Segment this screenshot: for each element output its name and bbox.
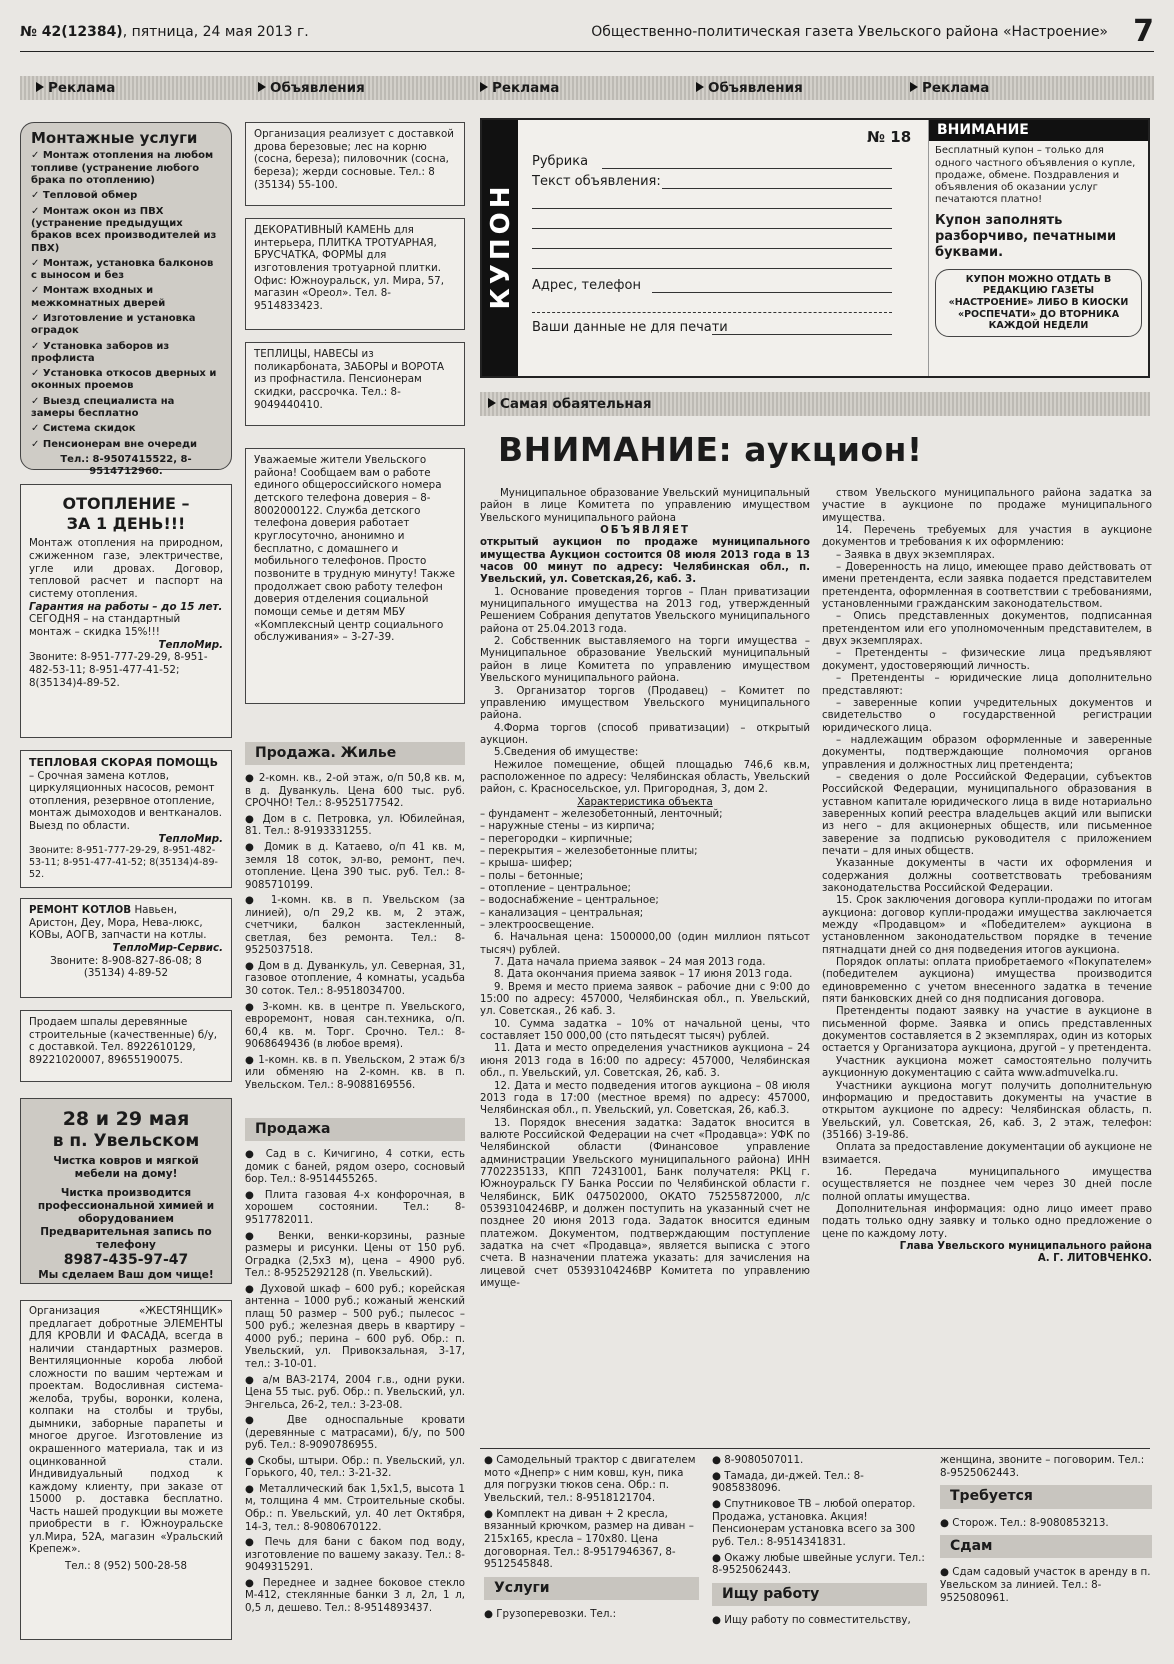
- notice-title: ВНИМАНИЕ: [929, 120, 1148, 141]
- section-title: Услуги: [484, 1577, 699, 1600]
- classified-item: ● Домик в д. Катаево, о/п 41 кв. м, земля 18 соток, эл-во, ремонт, печ. отопление. Цена 390 тыс. руб. Тел.: 8-9085710199.: [245, 841, 465, 891]
- article-paragraph: – Заявка в двух экземплярах.: [836, 549, 995, 561]
- article-list-item: – перекрытия – железобетонные плиты;: [480, 845, 698, 857]
- field-line[interactable]: [652, 292, 892, 293]
- ad-skoraya: [20, 750, 232, 888]
- section-title: Сдам: [940, 1535, 1152, 1558]
- classified-item: ● Сад в с. Кичигино, 4 сотки, есть домик с баней, рядом озеро, сосновый бор. Тел.: 8-9514455265.: [245, 1149, 465, 1186]
- page-header: [20, 14, 1154, 52]
- ad-chistka-kovrov: [20, 1098, 232, 1284]
- article-paragraph: 12. Дата и место подведения итогов аукциона – 08 июля 2013 года в 17:00 (местное время) по адресу: 457000, Челябинская обл., п. Увельский, ул. Советская, 26, каб.3.: [480, 1080, 810, 1117]
- classified-item: ● Сторож. Тел.: 8-9080853213.: [940, 1516, 1109, 1529]
- classified-item: ● Металлический бак 1,5х1,5, высота 1 м, толщина 4 мм. Строительные скобы. Обр.: п. Увельский, ул. 40 лет Октября, 14-3, тел.: 8-9080670122.: [245, 1483, 465, 1533]
- ad-phone: 8987-435-97-47: [63, 1251, 189, 1268]
- classifieds-list: [484, 1454, 699, 1571]
- rubric-label: Объявления: [258, 80, 365, 97]
- ad-text: – Срочная замена котлов, циркуляционных насосов, ремонт отопления, резервное отопление, монтаж дымоходов и вентканалов. Выезд по области.: [29, 769, 223, 833]
- rubric-label: Реклама: [910, 80, 989, 97]
- ad-text: Предварительная запись по телефону: [40, 1225, 212, 1251]
- classified-item: женщина, звоните – поговорим. Тел.: 8-9525062443.: [940, 1454, 1145, 1479]
- classified-item: ● Сдам садовый участок в аренду в п. Увельском за линией. Тел.: 8-9525080961.: [940, 1566, 1151, 1604]
- article-paragraph: – Доверенность на лицо, имеющее право действовать от имени претендента, если заявка подается представителем претендента, оформленная в соответствии с требованиями, установленными гражданским законодательством.: [822, 562, 1152, 611]
- article-paragraph: Участники аукциона могут получить дополнительную информацию и предоставить документы на участие в открытом аукционе по адресу: Челябинская область, п. Увельский, ул. Советская, 26, каб. 3, 2 этаж, телефон: (35166) 3-19-86.: [822, 1080, 1152, 1141]
- article-paragraph: Участник аукциона может самостоятельно получить аукционную документацию с сайта www.admuvelka.ru.: [822, 1055, 1152, 1080]
- section-title: Требуется: [940, 1485, 1152, 1508]
- field-line[interactable]: [532, 228, 892, 229]
- classified-item: ● Две односпальные кровати (деревянные с матрасами), б/у, по 500 руб. Тел.: 8-9090786955.: [245, 1415, 465, 1452]
- article-paragraph: Дополнительная информация: одно лицо имеет право подать только одну заявку и только одно предложение о цене по каждому лоту.: [822, 1203, 1152, 1240]
- article-list-item: – отопление – центральное;: [480, 883, 631, 894]
- ad-title: ОТОПЛЕНИЕ – ЗА 1 ДЕНЬ!!!: [62, 494, 190, 533]
- field-line[interactable]: [712, 334, 892, 335]
- article-list-item: – фундамент – железобетонный, ленточный;: [480, 808, 723, 820]
- field-line[interactable]: [532, 208, 892, 209]
- section-title: Продажа. Жилье: [245, 742, 465, 765]
- ad-kamen: [245, 218, 465, 330]
- article-paragraphs: [822, 488, 1152, 1241]
- service-item: ✓ Установка откосов дверных и оконных проемов: [31, 368, 217, 392]
- article-paragraph: 16. Передача муниципального имущества осуществляется не позднее чем через 30 дней после полной оплаты имущества.: [822, 1166, 1152, 1203]
- ad-guarantee: Гарантия на работы – до 15 лет.: [29, 600, 223, 613]
- article-col-right: [822, 488, 1152, 1266]
- classified-item: ● 1-комн. кв. в п. Увельском, 2 этаж б/з или обменяю на 2-комн. кв. в п. Увельском. Тел.: 8-9088169556.: [245, 1054, 465, 1091]
- bottom-col-1: [484, 1454, 699, 1621]
- classified-item: ● Комплект на диван + 2 кресла, вязанный крючком, размер на диван – 215х165, кресла – 170х80. Цена договорная. Тел.: 8-9517946367, 8-9512545848.: [484, 1507, 694, 1571]
- article-paragraph: 5.Сведения об имуществе:: [494, 747, 639, 759]
- ad-text: Чистка производится профессиональной химией и оборудованием: [37, 1187, 215, 1225]
- service-item: ✓ Система скидок: [31, 423, 136, 435]
- article-paragraph: Претенденты подают заявку на участие в аукционе в письменной форме. Заявка и опись представленных документов составляется в 2 экземплярах, один из которых остается у Организатора аукциона, другой – у претендента.: [822, 1006, 1152, 1055]
- article-paragraph: Указанные документы в части их оформления и содержания должны соответствовать требованиям законодательства Российской Федерации.: [822, 858, 1152, 894]
- cut-line: [532, 312, 892, 313]
- service-item: ✓ Монтаж, установка балконов с выносом и без: [31, 257, 214, 282]
- rubric-bar: [480, 392, 1150, 416]
- field-label: Адрес, телефон: [532, 278, 641, 293]
- classified-item: ● Дом в с. Петровка, ул. Юбилейная, 81. Тел.: 8-9193331255.: [245, 813, 465, 838]
- section-zhile: [245, 742, 465, 1095]
- article-paragraph: 2. Собственник выставляемого на торги имущества – Муниципальное образование Увельский муниципальный район в лице Комитета по управлению имуществом Увельского муниципального района.: [480, 636, 810, 685]
- bottom-col-2: [712, 1454, 927, 1627]
- classified-item: ● Окажу любые швейные услуги. Тел.: 8-9525062443.: [712, 1551, 925, 1577]
- article-paragraph: Порядок оплаты: оплата приобретаемого «Покупателем» (победителем аукциона) имущества производится единовременно с учетом внесенного задатка в течение пяти банковских дней со дня подписания договора.: [822, 957, 1152, 1006]
- ad-text: ДЕКОРАТИВНЫЙ КАМЕНЬ для интерьера, ПЛИТКА ТРОТУАРНАЯ, БРУСЧАТКА, ФОРМЫ для изготовления тротуарной плитки. Офис: Южноуральск, ул. Мира, 57, магазин «Ореол». Тел. 8-9514833423.: [254, 224, 445, 312]
- newspaper-name: Общественно-политическая газета Увельского района «Настроение»: [591, 24, 1108, 40]
- notice-text: Уважаемые жители Увельского района! Сообщаем вам о работе единого общероссийского номера детского телефона доверия – 8-8002000122. Служба детского телефона доверия работает круглосуточно, анонимно и бесплатно, с домашнего и мобильного телефонов. Просто позвоните в трудную минуту! Также продолжает свою работу телефон доверия отделения социальной помощи семье и детям МБУ «Комплексный центр социального обслуживания» – 3-27-39.: [254, 454, 455, 644]
- article-paragraph: Нежилое помещение, общей площадью 746,6 кв.м, расположенное по адресу: Челябинская область, Увельский район, с. Красносельское, ул. Пригородная, 3, дом 2.: [480, 759, 810, 796]
- section-prodazha: [245, 1118, 465, 1618]
- ad-montazh: [20, 122, 232, 478]
- article-col-left: [480, 488, 810, 1290]
- article-characteristics: [480, 809, 810, 932]
- ad-firm: ТеплоМир-Сервис.: [112, 941, 223, 954]
- rubric-label: Самая обаятельная: [488, 396, 652, 413]
- ad-text: Организация «ЖЕСТЯНЩИК» предлагает добротные ЭЛЕМЕНТЫ ДЛЯ КРОВЛИ И ФАСАДА, всегда в наличии стандартных размеров. Вентиляционные короба любой сложности по вашим чертежам и проектам. Водосливная система-желоба, трубы, воронки, колена, колпаки на столбы и трубы, дымники, заборные парапеты и многое другое. Изготовление из окрашенного материала, так и из оцинкованной стали. Индивидуальный подход к каждому клиенту, при заказе от 15000 р. доставка бесплатно. Часть нашей продукции вы можете приобрести в г. Южноуральске ул.Мира, 52А, магазин «Уральский Крепеж».: [29, 1306, 223, 1556]
- ad-text: Организация реализует с доставкой дрова березовые; лес на корню (сосна, береза); пиловочник (сосна, береза); жерди сосновые. Тел.: 8 (35134) 55-100.: [254, 128, 454, 191]
- article-paragraph: Оплата за предоставление документации об аукционе не взимается.: [822, 1142, 1152, 1166]
- classified-item: ● 8-9080507011.: [712, 1454, 804, 1466]
- article-paragraph: 11. Дата и место определения участников аукциона – 24 июня 2013 года в 16:00 по адресу: 457000, Челябинская обл., п. Увельский, ул. Советская, 26, каб. 3.: [480, 1043, 810, 1080]
- rubric-label: Объявления: [696, 80, 803, 97]
- article-list-item: – крыша- шифер;: [480, 858, 573, 870]
- field-line[interactable]: [532, 268, 892, 269]
- classifieds-list: [245, 773, 465, 1092]
- service-item: ✓ Тепловой обмер: [31, 190, 138, 202]
- article-declare: ОБЪЯВЛЯЕТ: [600, 525, 690, 537]
- article-paragraphs: [480, 587, 810, 797]
- section-title: Продажа: [245, 1118, 465, 1141]
- classified-item: ● Спутниковое ТВ – любой оператор. Продажа, установка. Акция! Пенсионерам установка всего за 300 руб. Тел.: 8-9514341831.: [712, 1497, 916, 1548]
- article-paragraph: – Претенденты – юридические лица дополнительно представляют:: [822, 673, 1152, 697]
- classified-item: ● Венки, венки-корзины, разные размеры и рисунки. Цены от 150 руб. Оградка (2,5х3 м), цена – 4900 руб. Тел.: 8-9525292128 (п. Увельский).: [245, 1230, 465, 1280]
- ad-teplicy: [245, 342, 465, 426]
- article-paragraph: – надлежащим образом оформленные и заверенные документы, подтверждающие полномочия органов управления и должностных лиц претендента;: [822, 734, 1152, 771]
- article-list-item: – электроосвещение.: [480, 920, 595, 932]
- article-subheading: Характеристика объекта: [577, 796, 713, 808]
- article-paragraph: – заверенные копии учредительных документов и свидетельство о государственной регистрации юридического лица.: [822, 697, 1152, 734]
- ad-phone: Звоните: 8-951-777-29-29, 8-951-482-53-11; 8-951-477-41-52; 8(35134)4-89-52.: [29, 651, 208, 689]
- service-item: ✓ Установка заборов из профлиста: [31, 340, 170, 364]
- article-title: ВНИМАНИЕ: аукцион!: [498, 430, 923, 469]
- article-list-item: – водоснабжение – центральное;: [480, 895, 659, 907]
- article-paragraph: 8. Дата окончания приема заявок – 17 июня 2013 года.: [494, 969, 793, 981]
- classified-item: ● Скобы, штыри. Обр.: п. Увельский, ул. Горького, 40, тел.: 3-21-32.: [245, 1455, 465, 1480]
- classifieds-list: [245, 1149, 465, 1615]
- classified-item: ● 2-комн. кв., 2-ой этаж, о/п 50,8 кв. м, в д. Дуванкуль. Цена 600 тыс. руб. СРОЧНО! Тел.: 8-9525177542.: [245, 773, 465, 810]
- ad-subtitle: в п. Увельском: [52, 1131, 200, 1152]
- ad-title: 28 и 29 мая: [62, 1108, 190, 1130]
- field-line[interactable]: [662, 188, 892, 189]
- classified-item: ● Плита газовая 4-х конфорочная, в хорошем состоянии. Тел.: 8-9517782011.: [245, 1189, 465, 1226]
- ad-shpaly: [20, 1010, 232, 1082]
- notice-telefon-doveriya: [245, 448, 465, 704]
- notice-box: КУПОН МОЖНО ОТДАТЬ В РЕДАКЦИЮ ГАЗЕТЫ «НАСТРОЕНИЕ» ЛИБО В КИОСКИ «РОСПЕЧАТИ» ДО ВТОРНИКА КАЖДОЙ НЕДЕЛИ: [935, 269, 1142, 337]
- bottom-divider: [480, 1448, 1150, 1449]
- section-title: Ищу работу: [712, 1583, 927, 1606]
- service-item: ✓ Пенсионерам вне очереди: [31, 438, 198, 450]
- article-list-item: – канализация – центральная;: [480, 907, 644, 919]
- notice-bold: Купон заполнять разборчиво, печатными буквами.: [935, 212, 1117, 260]
- article-list-item: – полы – бетонные;: [480, 870, 584, 882]
- article-paragraph: 4.Форма торгов (способ приватизации) – открытый аукцион.: [480, 722, 810, 746]
- classified-item: ● 3-комн. кв. в центре п. Увельского, евроремонт, новая сан.техника, о/п. 60,4 кв. м. Торг. Срочно. Тел.: 8-9068649436 (в любое время).: [245, 1001, 465, 1051]
- classified-item: ● Самодельный трактор с двигателем мото «Днепр» с ним ковш, кун, пика для погрузки тюков сена. Обр.: п. Увельский, тел.: 8-9518121704.: [484, 1454, 696, 1504]
- ad-title: РЕМОНТ КОТЛОВ: [29, 904, 132, 916]
- article-paragraph: – Претенденты – физические лица предъявляют документ, удостоверяющий личность.: [822, 648, 1152, 672]
- article-intro: Муниципальное образование Увельский муниципальный район в лице Комитета по управлению имуществом Увельского муниципального района: [480, 488, 810, 524]
- ad-text: Монтаж отопления на природном, сжиженном газе, электричестве, угле или дровах. Договор, тепловой расчет и паспорт на систему отопления.: [29, 537, 223, 600]
- ad-phone: Звоните: 8-908-827-86-08; 8 (35134) 4-89-52: [50, 954, 202, 980]
- ad-remont-kotlov: [20, 898, 232, 998]
- classified-item: ● Тамада, ди-джей. Тел.: 8-9085838096.: [712, 1469, 864, 1495]
- article-paragraph: 7. Дата начала приема заявок – 24 мая 2013 года.: [494, 957, 766, 969]
- ad-phone: Звоните: 8-951-777-29-29, 8-951-482-53-11; 8-951-477-41-52; 8(35134)4-89-52.: [29, 845, 218, 880]
- service-item: ✓ Выезд специалиста на замеры бесплатно: [31, 395, 175, 420]
- article-list-item: – наружные стены – из кирпича;: [480, 821, 655, 833]
- ad-text: Чистка ковров и мягкой мебели на дому!: [53, 1155, 199, 1181]
- ad-phone: Тел.: 8-9507415522, 8-9514712960.: [60, 453, 192, 478]
- article-paragraph: 6. Начальная цена: 1500000,00 (один миллион пятьсот тысяч) рублей.: [480, 932, 810, 956]
- coupon-form: [480, 118, 1150, 378]
- article-signature-name: А. Г. ЛИТОВЧЕНКО.: [1037, 1253, 1152, 1265]
- issue-info: [20, 24, 309, 41]
- classified-item: ● Духовой шкаф – 600 руб.; корейская антенна – 1000 руб.; кожаный женский плащ 50 размер – 500 руб.; пылесос – 500 руб.; железная дверь в квартиру – 4000 руб.; перина – 600 руб. Обр.: п. Увельский, ул. Привокзальная, 3-17, тел.: 3-10-01.: [245, 1283, 465, 1370]
- coupon-number: № 18: [867, 128, 912, 146]
- article-lead: открытый аукцион по продаже муниципального имущества Аукцион состоится 08 июля 2013 года в 13 часов 00 минут по адресу: Челябинская обл., п. Увельский, ул. Советская,26, каб. 3.: [480, 537, 810, 586]
- ad-drova: [245, 122, 465, 206]
- rubric-label: Реклама: [480, 80, 559, 97]
- issue-number: № 42(12384): [20, 24, 123, 40]
- article-paragraph: – сведения о доле Российской Федерации, субъектов Российской Федерации, муниципального образования в уставном капитале юридического лица в виде нотариально заверенных копий реестра владельцев акций или выписки из него – для акционерных обществ, или письменное заверение за подписью руководителя с приложением печати – для иных обществ.: [822, 771, 1152, 857]
- service-item: ✓ Монтаж отопления на любом топливе (устранение любого брака по отоплению): [31, 150, 214, 187]
- ad-firm: ТеплоМир.: [158, 638, 223, 651]
- ad-phone: Тел.: 8 (952) 500-28-58: [65, 1560, 187, 1572]
- service-item: ✓ Монтаж входных и межкомнатных дверей: [31, 285, 166, 309]
- field-label: Ваши данные не для печати: [532, 320, 728, 335]
- article-paragraph: 9. Время и место приема заявок – рабочие дни с 9:00 до 15:00 по адресу: 457000, Челябинская обл., п. Увельский, ул. Советская., 26 каб. 3.: [480, 981, 810, 1018]
- ad-text: Продаем шпалы деревянные строительные (качественные) б/у, с доставкой. Тел. 8922610129, 89221020007, 89655190075.: [29, 1016, 218, 1066]
- classified-item: ● Грузоперевозки. Тел.:: [484, 1608, 617, 1621]
- ad-title: Монтажные услуги: [31, 129, 198, 147]
- issue-date: , пятница, 24 мая 2013 г.: [122, 24, 309, 40]
- field-label: Рубрика: [532, 154, 589, 169]
- article-paragraph: 10. Сумма задатка – 10% от начальной цены, что составляет 150 000,00 (сто пятьдесят тысяч) рублей.: [480, 1018, 810, 1043]
- article-paragraph: 14. Перечень требуемых для участия в аукционе документов и требования к их оформлению:: [822, 525, 1152, 549]
- classified-item: ● Переднее и заднее боковое стекло М-412, стеклянные банки 3 л, 2л, 1 л, 0,5 л, дешево. Тел.: 8-9514893437.: [245, 1577, 465, 1614]
- article-paragraphs: [480, 932, 810, 1290]
- bottom-col-3: [940, 1454, 1152, 1604]
- ad-zhestyanshchik: [20, 1300, 232, 1640]
- service-item: ✓ Монтаж окон из ПВХ (устранение предыдущих браков всех производителей из ПВХ): [31, 205, 217, 254]
- ad-slogan: Мы сделаем Ваш дом чище!: [38, 1268, 214, 1281]
- ad-title: ТЕПЛОВАЯ СКОРАЯ ПОМОЩЬ: [29, 756, 219, 769]
- classified-item: ● а/м ВАЗ-2174, 2004 г.в., одни руки. Цена 55 тыс. руб. Обр.: п. Увельский, ул. Энгельса, 26-2, тел.: 3-23-08.: [245, 1374, 465, 1411]
- classified-item: ● Дом в д. Дуванкуль, ул. Северная, 31, газовое отопление, 4 комнаты, усадьба 30 соток. Тел.: 8-9518034700.: [245, 960, 465, 997]
- ad-text: Навьен, Аристон, Деу, Мора, Нева-люкс, КОВы, АОГВ, запчасти на котлы.: [29, 904, 207, 942]
- service-list: [31, 150, 221, 451]
- ad-discount: СЕГОДНЯ – на стандартный монтаж – скидка 15%!!!: [29, 613, 181, 638]
- article-paragraph: – Опись представленных документов, подписанная претендентом или его уполномоченным представителем, в двух экземплярах.: [822, 611, 1152, 648]
- notice-text: Бесплатный купон – только для одного частного объявления о купле, продаже, обмене. Поздравления и объявления об оказании услуг печатаются платно!: [935, 145, 1136, 206]
- coupon-side-label: КУПОН: [482, 120, 518, 376]
- article-paragraph: 13. Порядок внесения задатка: Задаток вносится в валюте Российской Федерации на счет «Продавца»: УФК по Челябинской области (Финансовое управление администрации Увельского муниципального района) ИНН 7702235133, КПП 72431001, Банк получателя: РКЦ г. Южноуральск ГУ Банка России по Челябинской области г. Челябинск, БИК 047502000, ОКАТО 75255872000, л/с 05393104246ВР, и должен поступить на указанный счет не позднее 20 июня 2013 года. Задаток вносится единым платежом. Документом, подтверждающим поступление задатка на счет «Продавца», является выписка с этого счета. В назначении платежа указать: для зачисления на лицевой счет 05393104246ВР Комитета по управлению имуще-: [480, 1117, 810, 1289]
- ad-firm: ТеплоМир.: [158, 832, 223, 845]
- article-paragraph: 3. Организатор торгов (Продавец) – Комитет по управлению имуществом Увельского муниципального района.: [480, 685, 810, 722]
- service-item: ✓ Изготовление и установка оградок: [31, 313, 196, 337]
- classified-item: ● 1-комн. кв. в п. Увельском (за линией), о/п 29,2 кв. м, 2 этаж, счетчики, балкон застекленный, светлая, без ремонта. Тел.: 8-9525037518.: [245, 895, 465, 957]
- article-signature-title: Глава Увельского муниципального района: [899, 1240, 1152, 1252]
- field-label: Текст объявления:: [532, 174, 661, 189]
- field-line[interactable]: [532, 248, 892, 249]
- classified-item: ● Ищу работу по совместительству,: [712, 1614, 911, 1627]
- coupon-notice: [928, 120, 1148, 376]
- classified-item: ● Печь для бани с баком под воду, изготовление по вашему заказу. Тел.: 8-9049315291.: [245, 1537, 465, 1574]
- classifieds-list: [712, 1454, 927, 1577]
- article-paragraph: ством Увельского муниципального района задатка за участие в аукционе по продаже муниципального имущества.: [822, 488, 1152, 524]
- page-number: 7: [1133, 14, 1154, 49]
- rubric-label: Реклама: [36, 80, 115, 97]
- article-paragraph: 1. Основание проведения торгов – План приватизации муниципального имущества на 2013 год, утвержденный Решением Собрания депутатов Увельского муниципального района от 25.04.2013 года.: [480, 586, 810, 635]
- ad-otoplenie: [20, 484, 232, 738]
- article-paragraph: 15. Срок заключения договора купли-продажи по итогам аукциона: договор купли-продажи имущества заключается между «Продавцом» и «Победителем» аукциона в установленном законодательством порядке в течение пятнадцати дней со дня подведения итогов аукциона.: [822, 895, 1152, 956]
- rubric-bar: [20, 76, 1154, 100]
- ad-text: ТЕПЛИЦЫ, НАВЕСЫ из поликарбоната, ЗАБОРЫ и ВОРОТА из профнастила. Пенсионерам скидки, рассрочка. Тел.: 8-9049440410.: [254, 348, 445, 411]
- field-line[interactable]: [602, 168, 892, 169]
- article-list-item: – перегородки – кирпичные;: [480, 833, 633, 845]
